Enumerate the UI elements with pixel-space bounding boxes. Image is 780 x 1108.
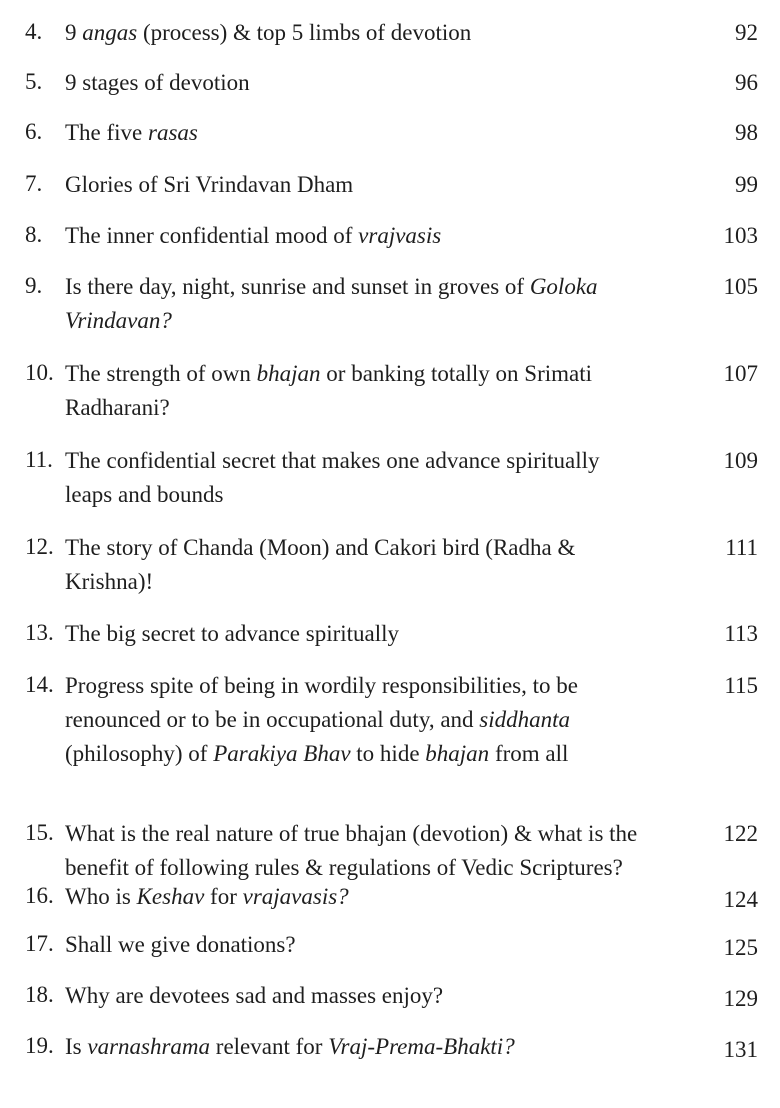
entry-number: 5. — [25, 69, 43, 94]
title-line — [65, 883, 705, 917]
title-line — [65, 171, 705, 205]
italic-text: bhajan — [425, 741, 490, 766]
text: The inner confidential mood of — [65, 223, 359, 248]
italic-text: bhajan — [256, 361, 321, 386]
page-number: 113 — [724, 621, 758, 646]
text: Shall we give donations? — [65, 932, 296, 957]
entry-number: 18. — [25, 982, 54, 1007]
title-line — [65, 119, 705, 153]
text: The strength of own — [65, 361, 257, 386]
entry-title — [65, 620, 705, 654]
title-line — [65, 706, 705, 740]
text: leaps and bounds — [65, 482, 224, 507]
entry-number: 10. — [25, 360, 54, 385]
title-line — [65, 568, 705, 602]
italic-text: vrajvasis — [358, 223, 442, 248]
italic-text: Vrindavan? — [65, 308, 172, 333]
entry-title — [65, 820, 705, 888]
italic-text: siddhanta — [479, 707, 571, 732]
text: for — [204, 884, 243, 909]
entry-number: 8. — [25, 222, 43, 247]
entry-number: 4. — [25, 19, 43, 44]
page-number: 122 — [723, 821, 758, 846]
page-number: 115 — [724, 673, 758, 698]
page-number: 92 — [735, 20, 758, 45]
entry-title — [65, 222, 705, 256]
text: Is — [65, 1034, 88, 1059]
entry-title — [65, 69, 705, 103]
entry-number: 13. — [25, 620, 54, 645]
title-line — [65, 273, 705, 307]
text: renounced or to be in occupational duty, and — [65, 707, 480, 732]
text: The story of Chanda (Moon) and Cakori bird (Radha & — [65, 535, 576, 560]
entry-number: 12. — [25, 534, 54, 559]
italic-text: varnashrama — [87, 1034, 211, 1059]
entry-number: 16. — [25, 883, 54, 908]
title-line — [65, 69, 705, 103]
italic-text: Parakiya Bhav — [213, 741, 351, 766]
entry-number: 11. — [25, 447, 53, 472]
page-number: 129 — [723, 986, 758, 1011]
page-number: 107 — [723, 361, 758, 386]
entry-title — [65, 171, 705, 205]
entry-number: 6. — [25, 119, 43, 144]
title-line — [65, 19, 705, 53]
text: Glories of Sri Vrindavan Dham — [65, 172, 354, 197]
text: benefit of following rules & regulations of Vedic Scriptures? — [65, 855, 623, 880]
entry-title — [65, 119, 705, 153]
text: relevant for — [210, 1034, 329, 1059]
italic-text: rasas — [148, 120, 198, 145]
entry-title — [65, 931, 705, 965]
entry-title — [65, 19, 705, 53]
page-number: 105 — [723, 274, 758, 299]
title-line — [65, 394, 705, 428]
text: Why are devotees sad and masses enjoy? — [65, 983, 444, 1008]
page-number: 131 — [723, 1037, 758, 1062]
entry-title — [65, 883, 705, 917]
page-number: 109 — [723, 448, 758, 473]
text: to hide — [350, 741, 426, 766]
entry-title — [65, 360, 705, 428]
italic-text: Keshav — [136, 884, 205, 909]
text: Is there day, night, sunrise and sunset in groves of — [65, 274, 530, 299]
title-line — [65, 360, 705, 394]
text: 9 stages of devotion — [65, 70, 250, 95]
entry-title — [65, 982, 705, 1016]
title-line — [65, 307, 705, 341]
text: from all — [489, 741, 569, 766]
page-number: 111 — [725, 535, 758, 560]
title-line — [65, 931, 705, 965]
text: (process) & top 5 limbs of devotion — [137, 20, 472, 45]
italic-text: vrajavasis? — [242, 884, 349, 909]
title-line — [65, 740, 705, 774]
text: 9 — [65, 20, 83, 45]
title-line — [65, 481, 705, 515]
page-number: 99 — [735, 172, 758, 197]
page-number: 98 — [735, 120, 758, 145]
entry-title — [65, 273, 705, 341]
entry-number: 7. — [25, 171, 43, 196]
italic-text: Vraj-Prema-Bhakti? — [328, 1034, 515, 1059]
italic-text: Goloka — [529, 274, 598, 299]
title-line — [65, 982, 705, 1016]
text: What is the real nature of true bhajan (devotion) & what is the — [65, 821, 638, 846]
text: Krishna)! — [65, 569, 154, 594]
page-number: 96 — [735, 70, 758, 95]
entry-title — [65, 1033, 705, 1067]
page-number: 103 — [723, 223, 758, 248]
entry-title — [65, 672, 705, 774]
entry-number: 9. — [25, 273, 43, 298]
page-number: 125 — [723, 935, 758, 960]
entry-number: 14. — [25, 672, 54, 697]
title-line — [65, 447, 705, 481]
entry-title — [65, 447, 705, 515]
entry-title — [65, 534, 705, 602]
text: The big secret to advance spiritually — [65, 621, 400, 646]
title-line — [65, 620, 705, 654]
text: Radharani? — [65, 395, 170, 420]
title-line — [65, 820, 705, 854]
entry-number: 19. — [25, 1033, 54, 1058]
page-number: 124 — [723, 887, 758, 912]
italic-text: angas — [82, 20, 138, 45]
entry-number: 15. — [25, 820, 54, 845]
entry-number: 17. — [25, 931, 54, 956]
text: or banking totally on Srimati — [320, 361, 593, 386]
title-line — [65, 672, 705, 706]
title-line — [65, 222, 705, 256]
text: Progress spite of being in wordily responsibilities, to be — [65, 673, 578, 698]
text: The five — [65, 120, 149, 145]
text: (philosophy) of — [65, 741, 214, 766]
title-line — [65, 534, 705, 568]
text: The confidential secret that makes one advance spiritually — [65, 448, 600, 473]
text: Who is — [65, 884, 137, 909]
title-line — [65, 1033, 705, 1067]
